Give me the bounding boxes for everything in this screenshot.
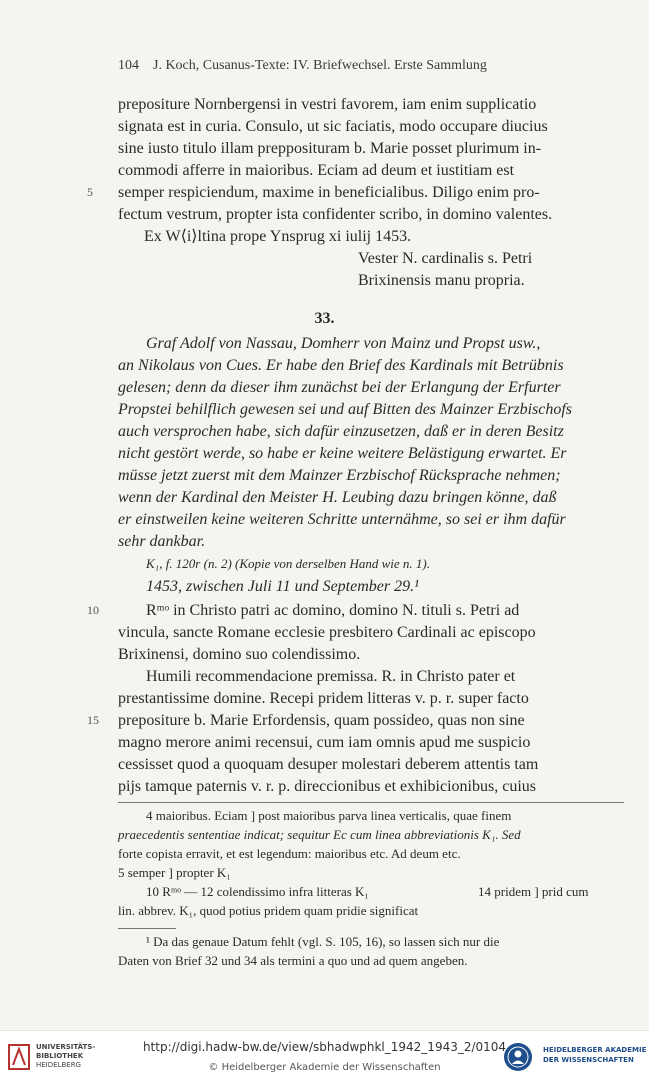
signature-line: Vester N. cardinalis s. Petri [358,250,533,267]
text-line: cessisset quod a quoquam desuper molestari deberem attentis tam [118,756,539,773]
summary-line: nicht gestört werde, so habe er keine weitere Belästigung erwartet. Er [118,445,567,462]
text-line: pijs tamque paternis v. r. p. direccionibus et exhibicionibus, cuius [118,778,536,795]
summary-line: Propstei behilflich gewesen sei und auf Bitten des Mainzer Erzbischofs [118,401,573,418]
line-number: 5 [87,185,93,199]
running-title: J. Koch, Cusanus-Texte: IV. Briefwechsel. Erste Sammlung [153,58,487,73]
footnote-line: ¹ Da das genaue Datum fehlt (vgl. S. 105, 16), so lassen sich nur die [146,934,500,949]
text-line: Humili recommendacione premissa. R. in Christo pater et [146,668,516,685]
date-line: 1453, zwischen Juli 11 und September 29.¹ [146,578,419,595]
text-line: vincula, sancte Romane ecclesie presbitero Cardinali ac episcopo [118,624,536,641]
academy-logo-text: HEIDELBERGER AKADEMIE DER WISSENSCHAFTEN [543,1046,647,1064]
apparatus-line: 5 semper ] propter K₁ [118,865,231,880]
running-header [118,58,487,74]
apparatus-line: praecedentis sententiae indicat; sequitur Ec cum linea abbreviationis K₁. Sed [118,827,521,842]
text-line: commodi afferre in maioribus. Eciam ad deum et iustitiam est [118,162,515,179]
summary-line: müsse jetzt zuerst mit dem Mainzer Erzbischof Rücksprache nehmen; [118,467,561,484]
summary-line: auch versprochen habe, sich dafür einzusetzen, daß er in deren Besitz [118,423,564,440]
apparatus-line: 10 Rᵐᵒ — 12 colendissimo infra litteras K₁ [146,884,369,899]
copyright-text: © Heidelberger Akademie der Wissenschaften [208,1062,441,1073]
text-line: magno merore animi recensui, cum iam omnis apud me suspicio [118,734,531,751]
summary-line: sehr dankbar. [118,533,206,550]
page-url-link[interactable]: http://digi.hadw-bw.de/view/sbhadwphkl_1942_1943_2/0104 [142,1040,507,1054]
signature-line: Brixinensis manu propria. [358,272,525,289]
footnote-rule [118,928,176,929]
text-line: Rᵐᵒ in Christo patri ac domino, domino N. tituli s. Petri ad [146,602,520,619]
academy-seal-icon [502,1041,534,1073]
apparatus-line: lin. abbrev. K₁, quod potius pridem quam pridie significat [118,903,419,918]
text-line: Ex W⟨i⟩ltina prope Ynsprug xi iulij 1453. [144,228,412,245]
summary-line: Graf Adolf von Nassau, Domherr von Mainz und Propst usw., [146,335,541,352]
line-number: 15 [87,713,99,727]
summary-line: er einstweilen keine weiteren Schritte unternähme, so sei er ihm dafür [118,511,566,528]
page-number: 104 [118,58,139,73]
viewer-footer [0,1030,649,1083]
text-line: semper respiciendum, maxime in beneficialibus. Diligo enim pro- [118,184,540,201]
text-line: prepositure Nornbergensi in vestri favorem, iam enim supplicatio [118,96,537,113]
footnote-line: Daten von Brief 32 und 34 als termini a quo und ad quem angeben. [118,953,468,968]
apparatus-line: forte copista erravit, et est legendum: maioribus etc. Ad deum etc. [118,846,461,861]
section-number: 33. [314,310,335,327]
text-line: prestantissime domine. Recepi pridem litteras v. p. r. super facto [118,690,529,707]
text-line: signata est in curia. Consulo, ut sic faciatis, modo occupare diucius [118,118,548,135]
library-logo-text: UNIVERSITÄTS- BIBLIOTHEK HEIDELBERG [36,1043,96,1069]
apparatus-line: 14 pridem ] prid cum [478,884,589,899]
source-note: K₁, f. 120r (n. 2) (Kopie von derselben Hand wie n. 1). [146,556,430,571]
summary-line: wenn der Kardinal den Meister H. Leubing dazu bringen könne, daß [118,489,557,506]
apparatus-line: 4 maioribus. Eciam ] post maioribus parva linea verticalis, quae finem [146,808,512,823]
text-line: fectum vestrum, propter ista confidenter scribo, in domino valentes. [118,206,553,223]
text-line: Brixinensi, domino suo colendissimo. [118,646,361,663]
line-number: 10 [87,603,99,617]
text-line: prepositure b. Marie Erfordensis, quam possideo, quas non sine [118,712,525,729]
summary-line: gelesen; denn da dieser ihm zunächst bei der Erlangung der Erfurter [118,379,561,396]
summary-line: an Nikolaus von Cues. Er habe den Brief des Kardinals mit Betrübnis [118,357,564,374]
text-line: sine iusto titulo illam prepposituram b. Marie posset plurimum in- [118,140,542,157]
apparatus-rule [118,802,624,803]
